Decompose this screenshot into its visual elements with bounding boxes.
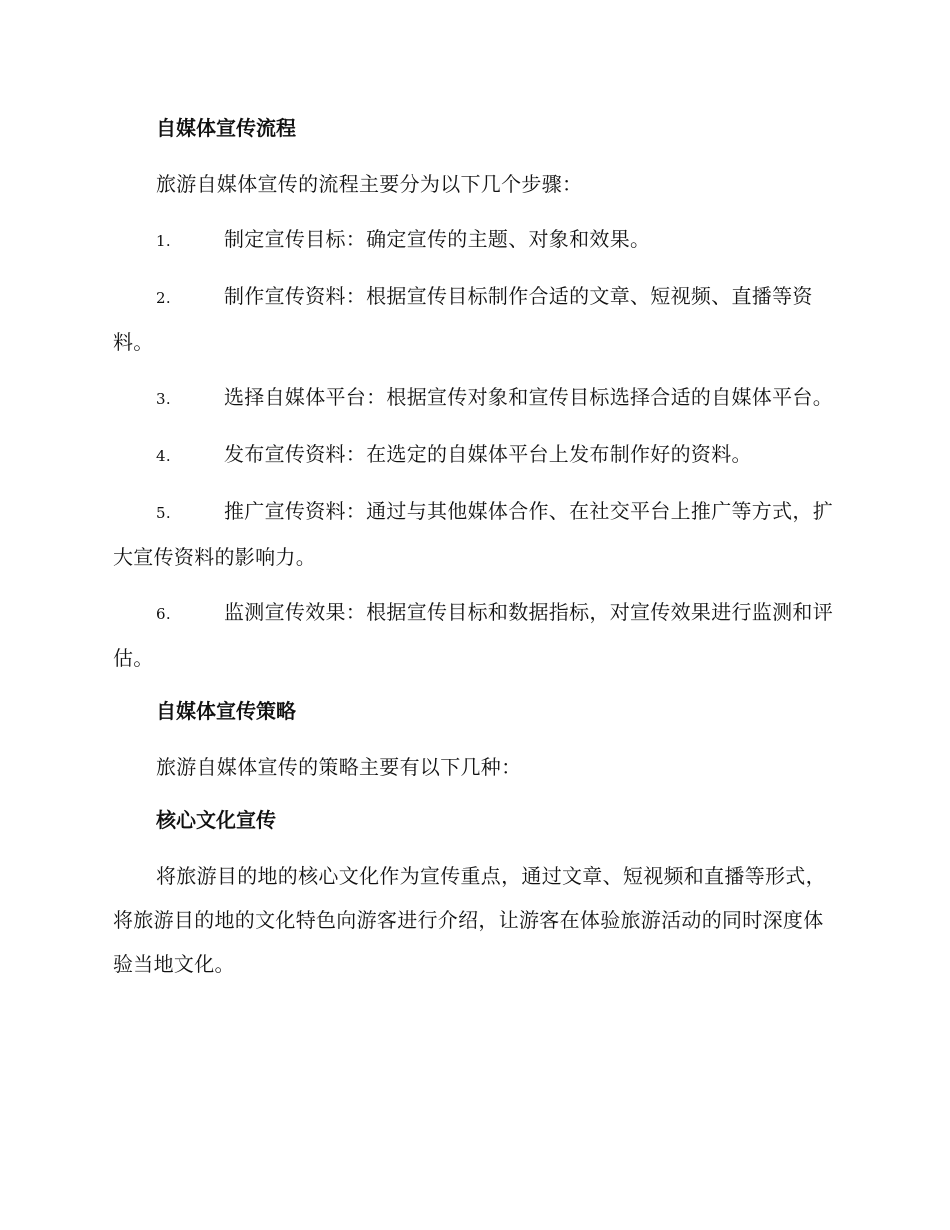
list-text: 选择自媒体平台：根据宣传对象和宣传目标选择合适的自媒体平台。 — [224, 385, 833, 409]
list-number: 3. — [156, 390, 171, 408]
section-intro-process: 旅游自媒体宣传的流程主要分为以下几个步骤： — [156, 172, 583, 196]
list-item — [113, 217, 835, 263]
list-number: 2. — [156, 289, 171, 307]
process-steps-list — [113, 217, 835, 680]
list-item — [113, 375, 835, 421]
list-number: 5. — [156, 504, 171, 522]
list-text: 制定宣传目标：确定宣传的主题、对象和效果。 — [224, 227, 651, 251]
list-text: 发布宣传资料：在选定的自媒体平台上发布制作好的资料。 — [224, 442, 752, 466]
section-heading-strategy: 自媒体宣传策略 — [156, 699, 296, 723]
list-number: 1. — [156, 232, 171, 250]
subsection-body-core-culture: 将旅游目的地的核心文化作为宣传重点，通过文章、短视频和直播等形式，将旅游目的地的文化特色向游客进行介绍，让游客在体验旅游活动的同时深度体验当地文化。 — [113, 864, 826, 976]
list-text: 制作宣传资料：根据宣传目标制作合适的文章、短视频、直播等资料。 — [113, 284, 813, 354]
list-item — [113, 274, 835, 364]
list-text: 推广宣传资料：通过与其他媒体合作、在社交平台上推广等方式，扩大宣传资料的影响力。 — [113, 499, 833, 569]
list-item — [113, 489, 835, 579]
section-heading-process: 自媒体宣传流程 — [156, 116, 296, 140]
list-text: 监测宣传效果：根据宣传目标和数据指标，对宣传效果进行监测和评估。 — [113, 600, 833, 670]
list-number: 6. — [156, 605, 171, 623]
document-content — [113, 108, 835, 997]
list-number: 4. — [156, 447, 171, 465]
section-intro-strategy: 旅游自媒体宣传的策略主要有以下几种： — [156, 755, 522, 779]
list-item — [113, 590, 835, 680]
list-item — [113, 432, 835, 478]
subsection-heading-core-culture: 核心文化宣传 — [156, 808, 276, 832]
